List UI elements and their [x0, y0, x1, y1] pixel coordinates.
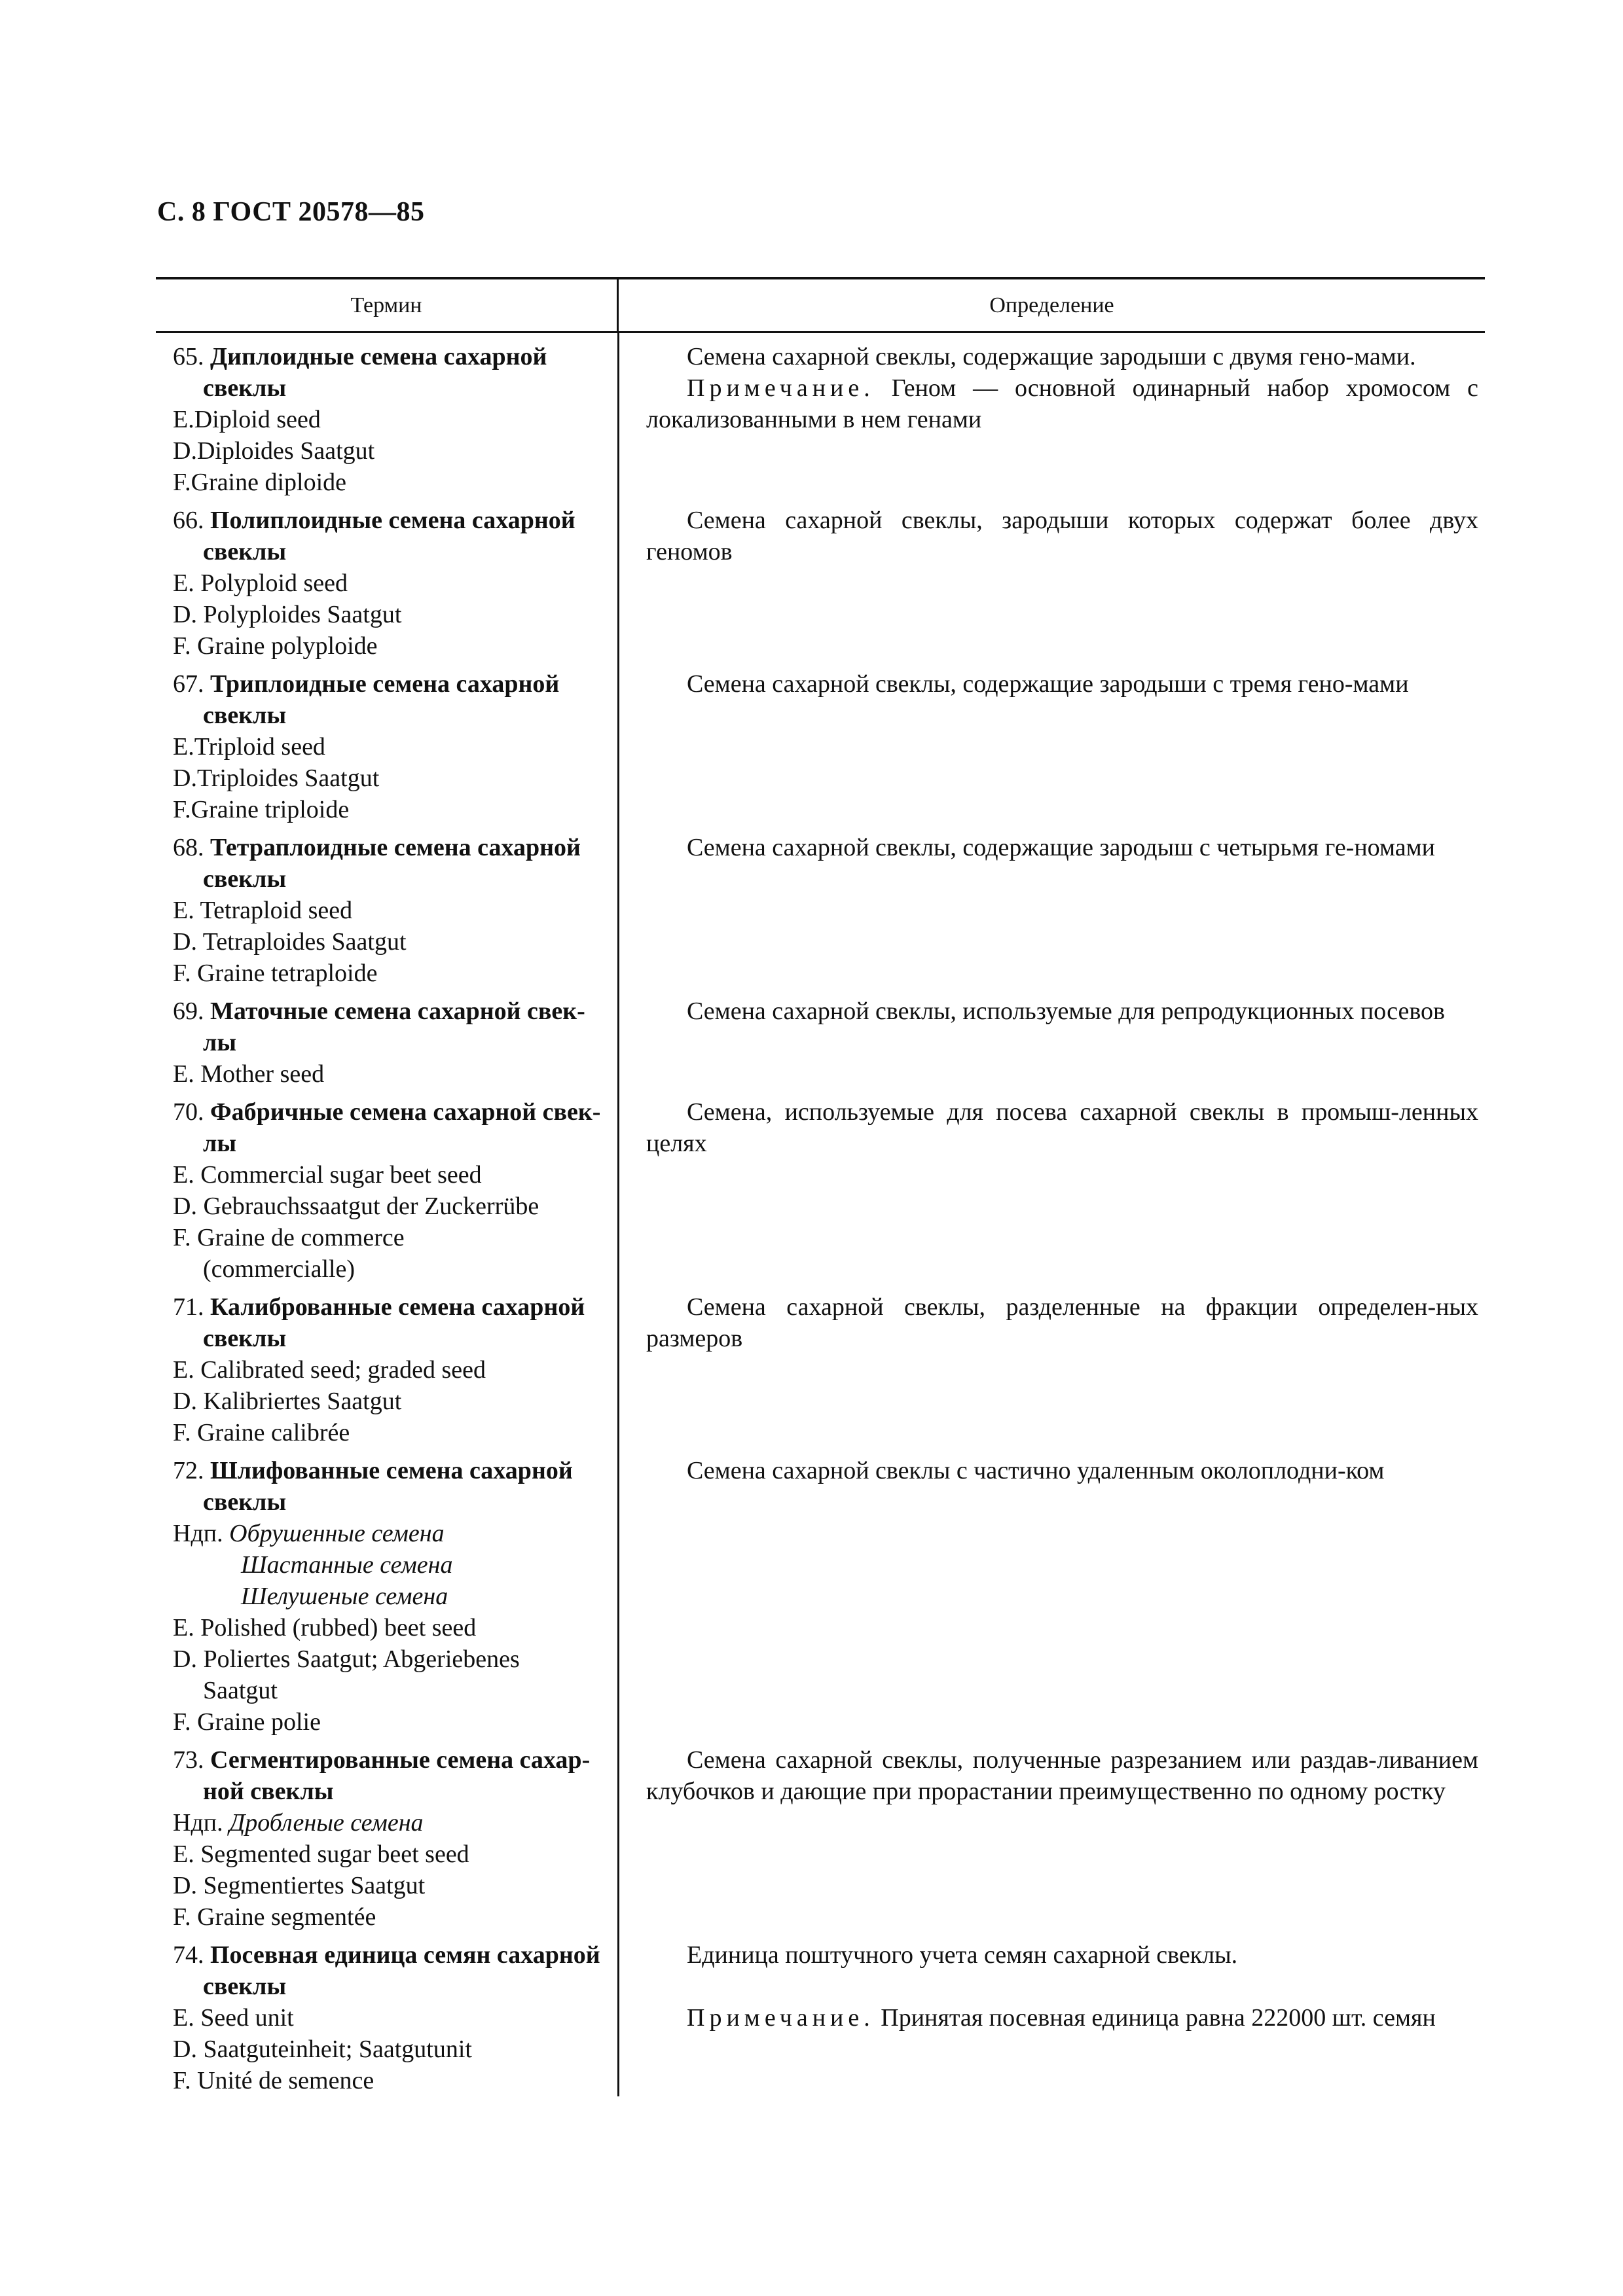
definition-cell [619, 1744, 1485, 1933]
term-number: 73. [173, 1746, 204, 1774]
table-row [156, 1291, 1485, 1448]
term-english: E.Diploid seed [173, 406, 321, 433]
term-name-continuation: свеклы [203, 374, 287, 402]
definition-text: Семена, используемые для посева сахарной свеклы в промыш-ленных целях [646, 1098, 1478, 1157]
deprecated-term-text: Шелушеные семена [241, 1583, 448, 1610]
term-name: Диплоидные семена сахарной [210, 343, 547, 370]
term-name-continuation: свеклы [203, 702, 287, 729]
term-name: Тетраплоидные семена сахарной [210, 834, 581, 861]
definition-cell [619, 1096, 1485, 1285]
term-cell [156, 341, 619, 498]
term-german: D. Polyploides Saatgut [173, 601, 402, 628]
table-header [156, 277, 1485, 333]
term-cell [156, 1291, 619, 1448]
term-title [173, 1744, 606, 1807]
note [646, 372, 1478, 435]
definition-cell [619, 996, 1485, 1090]
note-label: Примечание. [687, 374, 875, 402]
note-text: Геном — основной одинарный набор хромосом с локализованными в нем генами [646, 374, 1478, 433]
term-cell [156, 1455, 619, 1738]
term-cell [156, 996, 619, 1090]
table-row [156, 1744, 1485, 1933]
term-german: D.Triploides Saatgut [173, 764, 380, 792]
definition-cell [619, 505, 1485, 662]
column-header-definition: Определение [989, 293, 1114, 317]
note [646, 2002, 1478, 2034]
term-english: E. Tetraploid seed [173, 897, 353, 924]
term-french: F.Graine triploide [173, 796, 350, 823]
note-text: Принятая посевная единица равна 222000 шт. семян [874, 2004, 1436, 2032]
term-title [173, 341, 606, 404]
term-number: 65. [173, 343, 204, 370]
term-french: F. Graine tetraploide [173, 960, 378, 987]
term-name: Триплоидные семена сахарной [210, 670, 560, 698]
term-french: F. Graine segmentée [173, 1903, 376, 1931]
deprecated-term [173, 1807, 606, 1839]
definition-cell [619, 1291, 1485, 1448]
term-english: E.Triploid seed [173, 733, 325, 761]
term-german: D. Gebrauchssaatgut der Zuckerrübe [173, 1193, 539, 1220]
term-cell [156, 1096, 619, 1285]
term-french: F. Unité de semence [173, 2067, 374, 2094]
table-body [156, 333, 1485, 2096]
definition-text: Семена сахарной свеклы, используемые для репродукционных посевов [687, 997, 1445, 1025]
table-row [156, 1939, 1485, 2096]
term-name: Сегментированные семена сахар- [210, 1746, 591, 1774]
term-french: F. Graine polie [173, 1708, 321, 1736]
term-french: F.Graine diploide [173, 469, 347, 496]
term-german: D. Poliertes Saatgut; Abgeriebenes [173, 1645, 520, 1673]
deprecated-term-text: Шастанные семена [241, 1551, 453, 1579]
definition-text: Семена сахарной свеклы, содержащие зародыш с четырьмя ге-номами [687, 834, 1435, 861]
table-row [156, 1096, 1485, 1285]
term-english: E. Commercial sugar beet seed [173, 1161, 482, 1189]
term-title [173, 832, 606, 895]
column-header-term: Термин [156, 279, 619, 331]
term-cell [156, 1744, 619, 1933]
term-title [173, 1939, 606, 2002]
term-title [173, 668, 606, 731]
definition-text: Семена сахарной свеклы, содержащие зародыши с двумя гено-мами. [687, 343, 1416, 370]
term-english: E. Mother seed [173, 1060, 325, 1088]
term-name-continuation: ной свеклы [203, 1778, 334, 1805]
term-french-continuation: (commercialle) [203, 1255, 356, 1283]
table-row [156, 996, 1485, 1090]
term-title [173, 505, 606, 567]
term-number: 66. [173, 507, 204, 534]
deprecated-term [173, 1518, 606, 1549]
term-number: 69. [173, 997, 204, 1025]
term-english: E. Calibrated seed; graded seed [173, 1356, 486, 1384]
deprecated-term-text: Дробленые семена [229, 1809, 424, 1837]
definition-cell [619, 832, 1485, 989]
term-german: D. Segmentiertes Saatgut [173, 1872, 426, 1899]
definition-text: Семена сахарной свеклы, зародыши которых содержат более двух геномов [646, 507, 1478, 565]
deprecated-label: Ндп. [173, 1809, 223, 1837]
definition-text: Единица поштучного учета семян сахарной свеклы. [687, 1941, 1238, 1969]
term-title [173, 1291, 606, 1354]
term-german: D. Saatguteinheit; Saatgutunit [173, 2036, 472, 2063]
term-number: 74. [173, 1941, 204, 1969]
term-number: 70. [173, 1098, 204, 1126]
term-name-continuation: лы [203, 1130, 236, 1157]
term-english: E. Seed unit [173, 2004, 294, 2032]
term-german-continuation: Saatgut [203, 1677, 278, 1704]
term-french: F. Graine calibrée [173, 1419, 350, 1446]
definition-text: Семена сахарной свеклы, полученные разрезанием или раздав-ливанием клубочков и дающие при прорастании преимущественно по одному ростку [646, 1746, 1478, 1805]
term-title [173, 1096, 606, 1159]
term-cell [156, 1939, 619, 2096]
term-name: Полиплоидные семена сахарной [210, 507, 575, 534]
column-divider [617, 333, 619, 2096]
term-number: 72. [173, 1457, 204, 1484]
term-name: Посевная единица семян сахарной [210, 1941, 600, 1969]
definition-cell [619, 1939, 1485, 2096]
term-name: Шлифованные семена сахарной [210, 1457, 573, 1484]
table-row [156, 832, 1485, 989]
terms-table [156, 277, 1485, 2096]
table-row [156, 668, 1485, 825]
deprecated-term-text: Обрушенные семена [229, 1520, 445, 1547]
table-row [156, 505, 1485, 662]
term-number: 68. [173, 834, 204, 861]
term-french: F. Graine de commerce [173, 1224, 405, 1251]
term-german: D.Diploides Saatgut [173, 437, 375, 465]
term-german: D. Tetraploides Saatgut [173, 928, 407, 956]
term-name-continuation: свеклы [203, 865, 287, 893]
term-cell [156, 668, 619, 825]
term-english: E. Polyploid seed [173, 569, 348, 597]
term-name-continuation: свеклы [203, 1973, 287, 2000]
table-row [156, 333, 1485, 498]
term-cell [156, 832, 619, 989]
term-title [173, 1455, 606, 1518]
term-english: E. Segmented sugar beet seed [173, 1840, 469, 1868]
term-number: 67. [173, 670, 204, 698]
term-name-continuation: свеклы [203, 538, 287, 565]
term-name: Маточные семена сахарной свек- [210, 997, 585, 1025]
definition-text: Семена сахарной свеклы, разделенные на фракции определен-ных размеров [646, 1293, 1478, 1352]
term-german: D. Kalibriertes Saatgut [173, 1388, 402, 1415]
definition-text: Семена сахарной свеклы, содержащие зародыши с тремя гено-мами [687, 670, 1409, 698]
table-row [156, 1455, 1485, 1738]
term-name: Фабричные семена сахарной свек- [210, 1098, 601, 1126]
term-french: F. Graine polyploide [173, 632, 378, 660]
term-title [173, 996, 606, 1058]
term-name-continuation: свеклы [203, 1488, 287, 1516]
definition-cell [619, 1455, 1485, 1738]
deprecated-label: Ндп. [173, 1520, 223, 1547]
term-name-continuation: свеклы [203, 1325, 287, 1352]
definition-text: Семена сахарной свеклы с частично удаленным околоплодни-ком [687, 1457, 1385, 1484]
definition-cell [619, 668, 1485, 825]
term-cell [156, 505, 619, 662]
term-english: E. Polished (rubbed) beet seed [173, 1614, 477, 1641]
definition-cell [619, 341, 1485, 498]
page-header: С. 8 ГОСТ 20578—85 [157, 197, 425, 227]
term-name: Калиброванные семена сахарной [210, 1293, 585, 1321]
term-number: 71. [173, 1293, 204, 1321]
term-name-continuation: лы [203, 1029, 236, 1056]
note-label: Примечание. [687, 2004, 875, 2032]
